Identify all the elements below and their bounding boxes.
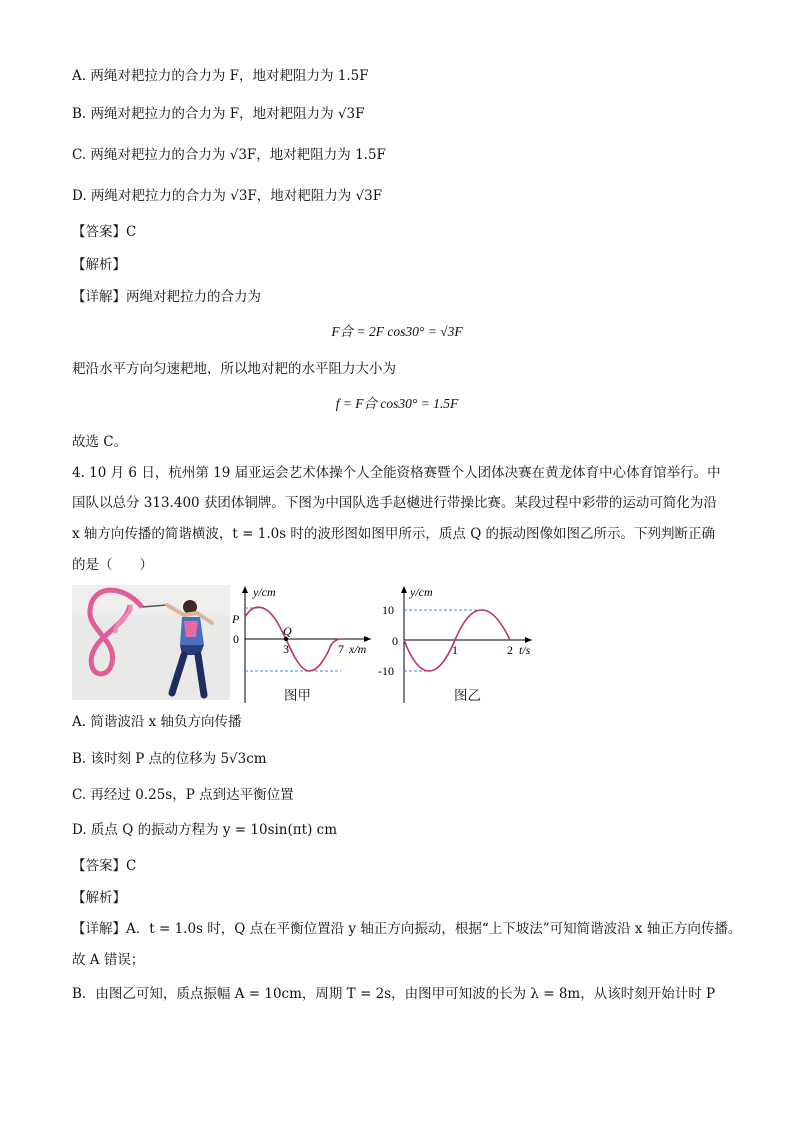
fig-b-tick-10: 10 <box>382 603 394 617</box>
fig-a-caption: 图甲 <box>284 688 311 704</box>
q3-text-drag: 耙沿水平方向匀速耙地，所以地对耙的水平阻力大小为 <box>72 361 396 377</box>
q3-equation-friction: f = F合 cos30° = 1.5F <box>335 396 459 411</box>
q3-option-c: C. 两绳对耙拉力的合力为 √3F，地对耙阻力为 1.5F <box>72 147 386 163</box>
gymnast-ribbon-photo <box>72 585 230 700</box>
q3-analysis-heading: 【解析】 <box>72 257 126 273</box>
q3-option-b: B. 两绳对耙拉力的合力为 F，地对耙阻力为 √3F <box>72 106 365 122</box>
fig-a-y-arrow <box>242 586 248 593</box>
q3-answer: 【答案】C <box>72 224 137 240</box>
fig-a-point-q: Q <box>283 624 292 638</box>
q4-detail-line-1: 【详解】A．t = 1.0s 时，Q 点在平衡位置沿 y 轴正方向振动，根据“上下坡法”可知简谐波沿 x 轴正方向传播。 <box>72 921 742 937</box>
fig-b-origin: 0 <box>392 634 398 648</box>
fig-b-tick-minus10: -10 <box>378 664 394 678</box>
q4-option-c: C. 再经过 0.25s，P 点到达平衡位置 <box>72 787 294 803</box>
fig-a-x-label: x/m <box>349 642 367 656</box>
fig-b-x-label: t/s <box>519 643 531 657</box>
fig-b-tick-1: 1 <box>452 643 458 657</box>
q4-stem-line-3: x 轴方向传播的简谐横波，t = 1.0s 时的波形图如图甲所示，质点 Q 的振动图像如图乙所示。下列判断正确 <box>72 526 716 542</box>
q4-stem-line-1: 4. 10 月 6 日，杭州第 19 届亚运会艺术体操个人全能资格赛暨个人团体决赛在黄龙体育中心体育馆举行。中 <box>72 465 721 481</box>
q4-option-b: B. 该时刻 P 点的位移为 5√3cm <box>72 751 267 767</box>
gymnast-ribbon-illustration <box>72 585 230 700</box>
fig-a-origin: 0 <box>233 632 239 646</box>
q3-option-d: D. 两绳对耙拉力的合力为 √3F，地对耙阻力为 √3F <box>72 188 383 204</box>
q4-detail-line-3: B．由图乙可知，质点振幅 A = 10cm，周期 T = 2s，由图甲可知波的长为 λ = 8m，从该时刻开始计时 P <box>72 986 716 1002</box>
q3-detail-intro: 【详解】两绳对耙拉力的合力为 <box>72 289 261 305</box>
q3-option-a: A. 两绳对耙拉力的合力为 F，地对耙阻力为 1.5F <box>72 68 369 84</box>
fig-a-point-p: P <box>232 612 240 626</box>
fig-b-tick-2: 2 <box>507 643 513 657</box>
fig-a-y-label: y/cm <box>253 585 276 599</box>
q4-analysis-heading: 【解析】 <box>72 890 126 906</box>
fig-b-caption: 图乙 <box>454 688 481 704</box>
q4-stem-line-4: 的是（ ） <box>72 557 153 573</box>
q4-stem-line-2: 国队以总分 313.400 获团体铜牌。下图为中国队选手赵樾进行带操比赛。某段过程中彩带的运动可简化为沿 <box>72 495 717 511</box>
q3-equation-resultant: F合 = 2F cos30° = √3F <box>331 324 463 339</box>
q4-detail-line-2: 故 A 错误； <box>72 952 145 968</box>
q4-option-a: A. 简谐波沿 x 轴负方向传播 <box>72 714 242 730</box>
q4-answer: 【答案】C <box>72 858 137 874</box>
q3-conclusion: 故选 C。 <box>72 434 128 450</box>
q4-option-d: D. 质点 Q 的振动方程为 y = 10sin(πt) cm <box>72 822 337 838</box>
fig-b-y-label: y/cm <box>410 585 433 599</box>
fig-b-y-arrow <box>401 586 407 593</box>
fig-a-tick-3: 3 <box>283 642 289 656</box>
fig-a-tick-7: 7 <box>338 642 344 656</box>
